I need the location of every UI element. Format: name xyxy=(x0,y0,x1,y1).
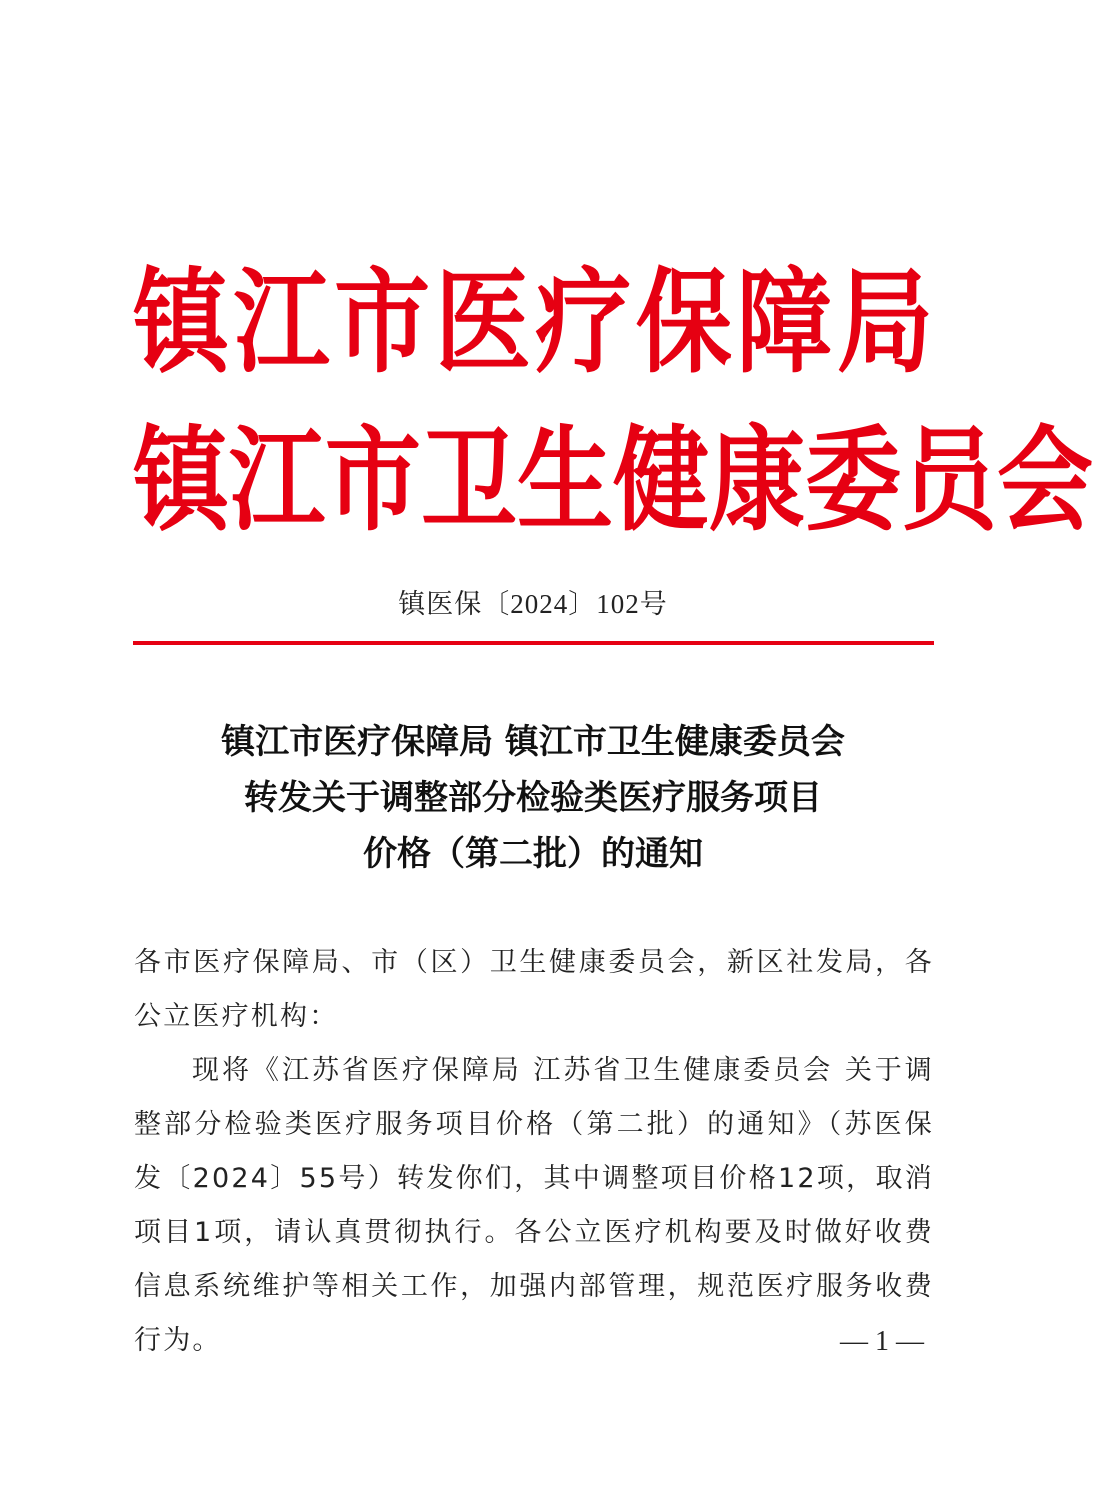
letterhead-line-1 xyxy=(133,252,933,394)
page-number: — 1 — xyxy=(840,1326,924,1357)
letterhead-char: 镇 xyxy=(133,255,229,389)
title-line-1: 镇江市医疗保障局 镇江市卫生健康委员会 xyxy=(221,722,845,762)
title-line-3: 价格（第二批）的通知 xyxy=(363,834,703,874)
letterhead-char: 疗 xyxy=(535,255,632,389)
document-title xyxy=(0,714,1066,882)
letterhead-line-2 xyxy=(133,410,1093,552)
letterhead-char: 员 xyxy=(901,413,997,547)
letterhead-char: 会 xyxy=(997,413,1093,547)
red-divider-line xyxy=(133,641,934,645)
letterhead-char: 委 xyxy=(805,413,901,547)
body-paragraph-1: 现将《江苏省医疗保障局 江苏省卫生健康委员会 关于调整部分检验类医疗服务项目价格（第二批）的通知》（苏医保发〔2024〕55号）转发你们，其中调整项目价格12项，取消项目1项，请认真贯彻执行。各公立医疗机构要及时做好收费信息系统维护等相关工作，加强内部管理，规范医疗服务收费行为。 xyxy=(134,1055,934,1356)
letterhead-char: 局 xyxy=(836,255,933,389)
letterhead-char: 江 xyxy=(229,413,325,547)
letterhead-char: 市 xyxy=(325,413,421,547)
letterhead-char: 障 xyxy=(736,255,833,389)
letterhead-char: 镇 xyxy=(133,413,229,547)
letterhead-char: 江 xyxy=(233,255,330,389)
letterhead-char: 保 xyxy=(635,255,732,389)
addressee: 各市医疗保障局、市（区）卫生健康委员会，新区社发局，各公立医疗机构： xyxy=(134,947,934,1032)
document-body xyxy=(134,936,934,1368)
document-number: 镇医保〔2024〕102号 xyxy=(398,589,668,619)
letterhead-char: 康 xyxy=(709,413,805,547)
letterhead-char: 生 xyxy=(517,413,613,547)
letterhead-char: 卫 xyxy=(421,413,517,547)
letterhead-char: 医 xyxy=(434,255,531,389)
title-line-2: 转发关于调整部分检验类医疗服务项目 xyxy=(244,778,822,818)
letterhead-char: 市 xyxy=(334,255,431,389)
letterhead-char: 健 xyxy=(613,413,709,547)
